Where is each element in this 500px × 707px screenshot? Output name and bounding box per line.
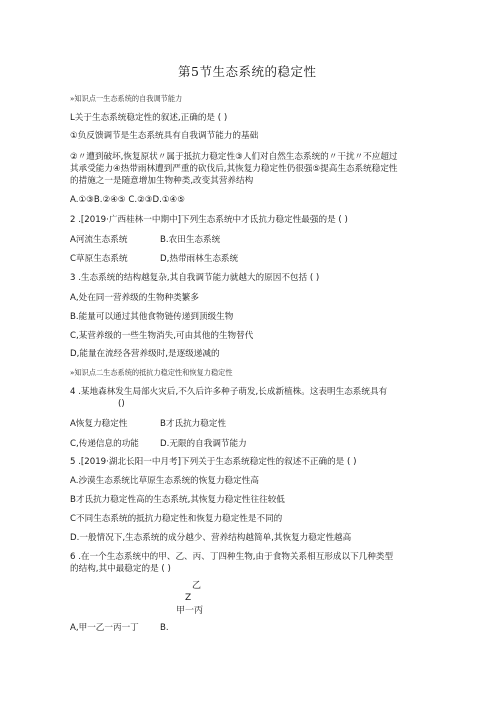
question-6-option-b: B. (160, 623, 169, 633)
question-2-option-d: D,热带雨林生态系统 (160, 254, 239, 264)
question-5-option-d: D.一般情况下,生态系统的成分越少、营养结构越简单,其恢复力稳定性越高 (70, 533, 352, 543)
question-2-option-b: B.农田生态系统 (160, 235, 221, 245)
question-6-option-a: A,甲一乙一丙一丁 (70, 623, 139, 633)
page-title: 第5节生态系统的稳定性 (178, 64, 317, 79)
question-4-option-c: C,传递信息的功能 (70, 439, 139, 449)
food-web-node: 乙 (192, 581, 202, 591)
food-web-node: 甲一丙 (176, 606, 204, 616)
question-2-option-a: A河流生态系统 (70, 235, 128, 245)
question-5-option-c: C不同生态系统的抵抗力稳定性和恢复力稳定性是不同的 (70, 514, 283, 524)
food-web-node: Z (185, 593, 192, 603)
question-3-option-a: A,处在同一营养级的生物种类繁多 (70, 293, 199, 303)
question-3-option-c: C,某营养级的一些生物消失,可由其他的生物替代 (70, 331, 254, 341)
question-4-stem: 4 .某地森林发生局部火灾后,不久后许多种子萌发,长成新植株。这表明生态系统具有 (70, 387, 388, 397)
question-1-item: ②〃遭到破坏,恢复原状〃属于抵抗力稳定性③人们对自然生态系统的〃干扰〃不应超过 (70, 152, 398, 162)
question-4-answer-paren: () (118, 399, 125, 409)
question-5-option-b: B才氐抗力稳定性高的生态系统,其恢复力稳定性往往较低 (70, 495, 285, 505)
question-1-options: A.①③B.②④⑤ C.②③D.①④⑤ (70, 195, 185, 205)
question-4-option-b: B才氐抗力稳定性 (160, 419, 227, 429)
question-4-option-d: D.无限的自我调节能力 (160, 439, 247, 449)
question-6-stem: 6 .在一个生态系统中的甲、乙、丙、丁四种生物,由于食物关系相互形成以下几种类型 (70, 552, 394, 562)
question-5-stem: 5 .[2019·湖北长阳一中月考]下列关于生态系统稳定性的叙述不正确的是 ( ) (70, 457, 357, 467)
section-heading-1: »知识点一生态系统的自我调节能力 (70, 94, 183, 103)
question-1-item: ①负反馈调节是生态系统具有自我调节能力的基础 (70, 131, 259, 141)
question-1-item: 其承受能力④热带雨林遭到严重的砍伐后,其恢复力稳定性仍很强⑤提高生态系统稳定性 (70, 164, 398, 174)
question-6-stem: 的结构,其中最稳定的是 ( ) (70, 564, 171, 574)
question-3-option-b: B.能量可以通过其他食物链传递到顶级生物 (70, 312, 234, 322)
question-1-item: 的措施之一是随意增加生物种类,改变其营养结构 (70, 176, 254, 186)
question-1-stem: L关于生态系统稳定性的叙述,正确的是 ( ) (70, 113, 228, 123)
question-3-option-d: D,能量在流经各营养级时,是逐级递减的 (70, 349, 220, 359)
question-4-option-a: A恢复力稳定性 (70, 419, 128, 429)
question-3-stem: 3 .生态系统的结构越复杂,其自我调节能力就越大的原因不包括 ( ) (70, 273, 320, 283)
question-2-option-c: C草原生态系统 (70, 254, 128, 264)
section-heading-2: »知识点二生态系统的抵抗力稳定性和恢复力稳定性 (70, 368, 233, 377)
question-5-option-a: A.沙漠生态系统比草原生态系统的恢复力稳定性高 (70, 476, 259, 486)
question-2-stem: 2 .[2019·广西桂林一中期中]下列生态系统中才氐抗力稳定性最强的是 ( ) (70, 215, 348, 225)
